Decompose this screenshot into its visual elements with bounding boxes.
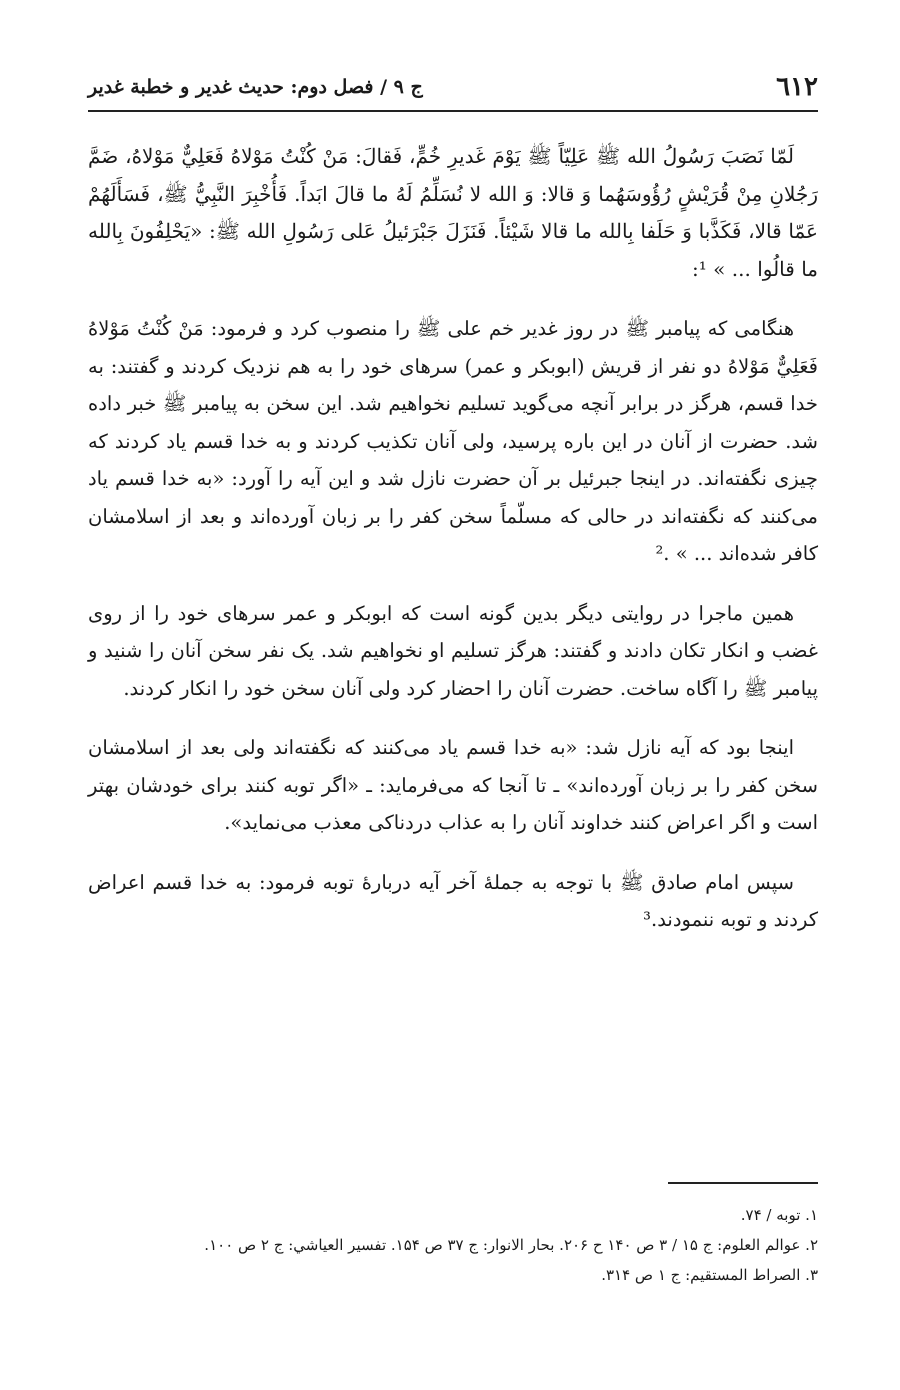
page-number: ٦١٢ xyxy=(776,72,818,102)
translation-paragraph: هنگامی که پیامبر ﷺ در روز غدیر خم علی ﷺ را منصوب کرد و فرمود: مَنْ كُنْتُ مَوْلاهُ فَعَلِيٌّ مَوْلاهُ دو نفر از قریش (ابوبکر و عمر) سرهای خود را به هم نزدیک کردند و گفتند: به خدا قسم، هرگز در برابر آنچه می‌گوید تسلیم نخواهیم شد. این سخن به پیامبر ﷺ خبر داده شد. حضرت از آنان در این باره پرسید، ولی آنان تکذیب کردند و به خدا قسم یاد کردند که چیزی نگفته‌اند. در اینجا جبرئیل بر آن حضرت نازل شد و این آیه را آورد: «به خدا قسم یاد می‌کنند که نگفته‌اند در حالی که مسلّماً سخن کفر را بر زبان آورده‌اند و بعد از اسلامشان کافر شده‌اند ... » .² xyxy=(88,317,818,565)
footnote-1: ١. توبه / ٧۴. xyxy=(740,1206,818,1224)
header-divider xyxy=(88,110,818,112)
main-text xyxy=(88,138,818,939)
narration-paragraph: همین ماجرا در روایتی دیگر بدین گونه است که ابوبکر و عمر سرهای خود را از روی غضب و انکار تکان دادند و گفتند: هرگز تسلیم او نخواهیم شد. یک نفر سخن آنان را شنید و پیامبر ﷺ را آگاه ساخت. حضرت آنان را احضار کرد ولی آنان سخن خود را انکار کردند. xyxy=(88,601,818,700)
running-header xyxy=(88,72,818,112)
footnote-divider xyxy=(668,1182,818,1184)
footnotes xyxy=(88,1200,818,1290)
book-page xyxy=(88,58,818,1338)
running-header-title: ج ٩ / فصل دوم: حديث غدير و خطبة غدير xyxy=(88,76,423,98)
conclusion-paragraph: سپس امام صادق ﷺ با توجه به جملهٔ آخر آیه دربارهٔ توبه فرمود: به خدا قسم اعراض کردند و توبه ننمودند.³ xyxy=(88,870,818,931)
arabic-hadith-paragraph: لَمّا نَصَبَ رَسُولُ الله ﷺ عَلِيّاً ﷺ يَوْمَ غَديرِ خُمٍّ، فَقالَ: مَنْ كُنْتُ مَوْلاهُ فَعَلِيٌّ مَوْلاهُ، ضَمَّ رَجُلانِ مِنْ قُرَيْشٍ رُؤُوسَهُما وَ قالا: وَ الله لا نُسَلِّمُ لَهُ ما قالَ ابَداً. فَأُخْبِرَ النَّبِيُّ ﷺ، فَسَأَلَهُمْ عَمّا قالا، فَكَذَّبا وَ حَلَفا بِالله ما قالا شَيْئاً. فَنَزَلَ جَبْرَئيلُ عَلى رَسُولِ الله ﷺ: «يَحْلِفُونَ بِالله ما قالُوا ... » ¹: xyxy=(88,144,818,281)
footnote-2: ٢. عوالم العلوم: ج ١۵ / ٣ ص ١۴٠ ح ٢٠۶. بحار الانوار: ج ٣٧ ص ١۵۴. تفسير العياشي: ج ٢ ص ١٠٠. xyxy=(204,1236,818,1254)
verse-paragraph: اینجا بود که آیه نازل شد: «به خدا قسم یاد می‌کنند که نگفته‌اند ولی بعد از اسلامشان سخن کفر را بر زبان آورده‌اند» ـ تا آنجا که می‌فرماید: ـ «اگر توبه کنند برای خودشان بهتر است و اگر اعراض کنند خداوند آنان را به عذاب دردناکی معذب می‌نماید». xyxy=(88,736,818,834)
footnote-3: ٣. الصراط المستقيم: ج ١ ص ٣١۴. xyxy=(601,1266,818,1284)
